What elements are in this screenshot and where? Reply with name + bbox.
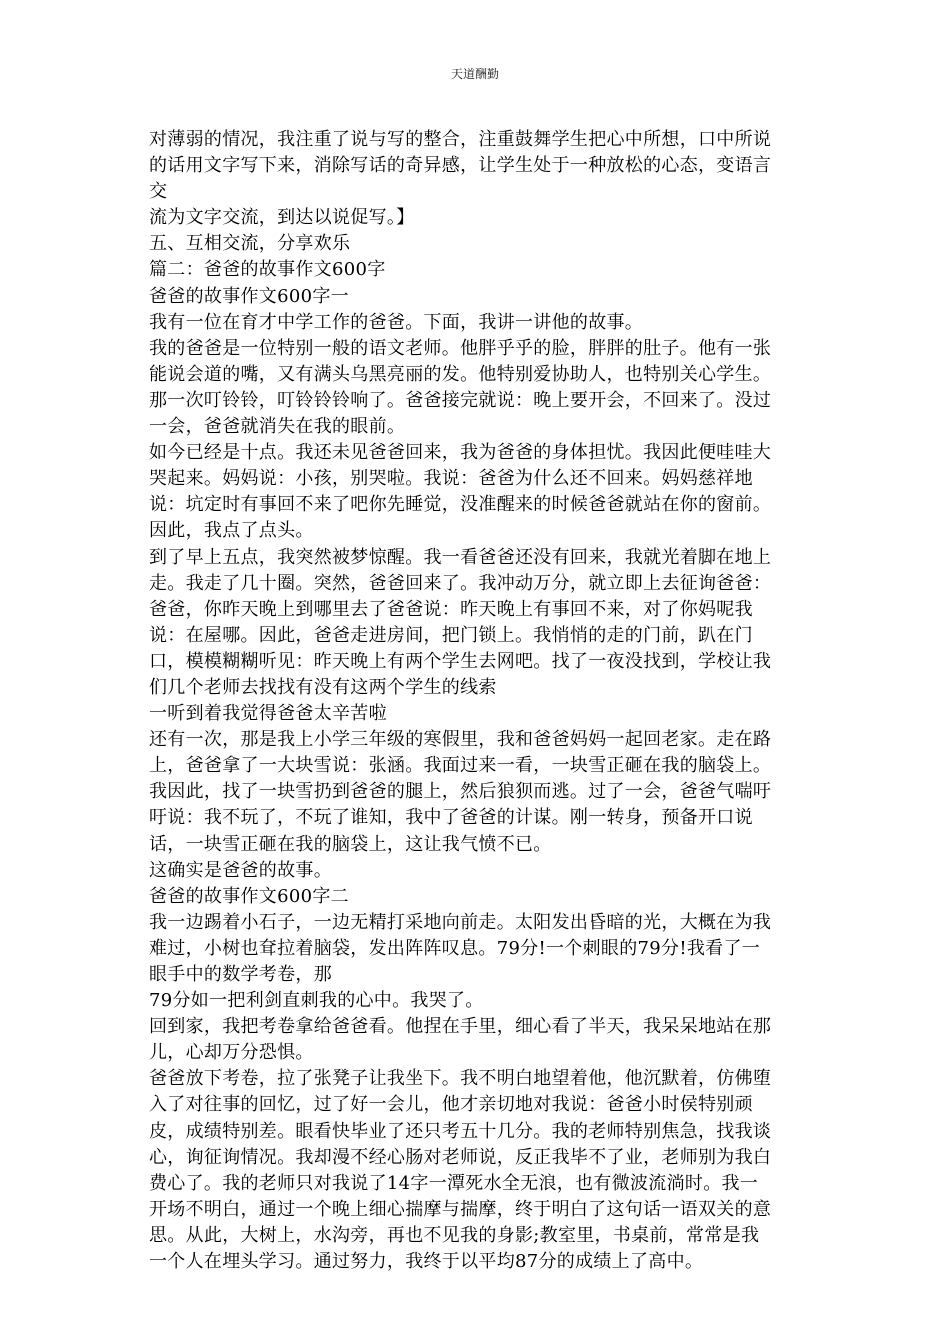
text-line: 因此，我点了点头。 (149, 520, 314, 542)
text-line: 难过，小树也耷拉着脑袋，发出阵阵叹息。79分!一个刺眼的79分!我看了一 (149, 937, 761, 959)
text-line: 一个人在埋头学习。通过努力，我终于以平均87分的成绩上了高中。 (149, 1251, 704, 1273)
text-line: 我的爸爸是一位特别一般的语文老师。他胖乎乎的脸，胖胖的肚子。他有一张 (149, 337, 772, 359)
text-line: 我有一位在育才中学工作的爸爸。下面，我讲一讲他的故事。 (149, 311, 644, 333)
text-line: 们几个老师去找找有没有这两个学生的线索 (149, 676, 497, 698)
text-line: 一会，爸爸就消失在我的眼前。 (149, 416, 406, 438)
text-line: 流为文字交流，到达以说促写。】 (149, 207, 415, 229)
text-line: 那一次叮铃铃，叮铃铃铃响了。爸爸接完就说：晚上要开会，不回来了。没过 (149, 389, 772, 411)
text-line: 上，爸爸拿了一大块雪说：张涵。我面过来一看，一块雪正砸在我的脑袋上。 (149, 755, 772, 777)
text-line: 说：在屋哪。因此，爸爸走进房间，把门锁上。我悄悄的走的门前，趴在门 (149, 624, 753, 646)
text-line: 心，询征询情况。我却漫不经心肠对老师说，反正我毕不了业，老师别为我白 (149, 1146, 772, 1168)
text-line: 79分如一把利剑直刺我的心中。我哭了。 (149, 990, 484, 1012)
text-line: 对薄弱的情况，我注重了说与写的整合，注重鼓舞学生把心中所想，口中所说 (149, 129, 772, 150)
text-line: 这确实是爸爸的故事。 (149, 859, 332, 881)
text-line: 吁说：我不玩了，不玩了谁知，我中了爸爸的计谋。刚一转身，预备开口说 (149, 807, 753, 829)
text-line: 说：坑定时有事回不来了吧你先睡觉，没准醒来的时候爸爸就站在你的窗前。 (149, 494, 772, 516)
text-line: 爸爸，你昨天晚上到哪里去了爸爸说：昨天晚上有事回不来，对了你妈呢我 (149, 598, 753, 620)
essay-title: 爸爸的故事作文600字一 (149, 285, 349, 307)
text-line: 话，一块雪正砸在我的脑袋上，这让我气愤不已。 (149, 833, 552, 855)
text-line: 能说会道的嘴，又有满头乌黑亮丽的发。他特别爱协助人，也特别关心学生。 (149, 363, 772, 385)
text-line: 回到家，我把考卷拿给爸爸看。他捏在手里，细心看了半天，我呆呆地站在那 (149, 1016, 772, 1038)
text-line: 的话用文字写下来，消除写话的奇异感，让学生处于一种放松的心态，变语言 (149, 155, 772, 177)
text-line: 口，模模糊糊听见：昨天晚上有两个学生去网吧。找了一夜没找到，学校让我 (149, 650, 772, 672)
text-line: 儿，心却万分恐惧。 (149, 1042, 314, 1064)
text-line: 到了早上五点，我突然被梦惊醒。我一看爸爸还没有回来，我就光着脚在地上 (149, 546, 772, 568)
text-line: 皮，成绩特别差。眼看快毕业了还只考五十几分。我的老师特别焦急，找我谈 (149, 1120, 772, 1142)
text-line: 一听到着我觉得爸爸太辛苦啦 (149, 703, 387, 725)
text-line: 还有一次，那是我上小学三年级的寒假里，我和爸爸妈妈一起回老家。走在路 (149, 729, 772, 751)
text-line: 我因此，找了一块雪扔到爸爸的腿上，然后狼狈而逃。过了一会，爸爸气喘吁 (149, 781, 772, 803)
text-line: 我一边踢着小石子，一边无精打采地向前走。太阳发出昏暗的光，大概在为我 (149, 911, 772, 933)
text-line: 眼手中的数学考卷，那 (149, 964, 332, 985)
text-line: 开场不明白，通过一个晚上细心揣摩与揣摩，终于明白了这句话一语双关的意 (149, 1198, 772, 1220)
text-line: 如今已经是十点。我还未见爸爸回来，我为爸爸的身体担忧。我因此便哇哇大 (149, 442, 772, 464)
essay-title: 爸爸的故事作文600字二 (149, 885, 349, 907)
text-line: 思。从此，大树上，水沟旁，再也不见我的身影;教室里，书桌前，常常是我 (149, 1224, 760, 1246)
section-heading: 五、互相交流，分享欢乐 (149, 233, 351, 255)
article-title: 篇二：爸爸的故事作文600字 (149, 259, 386, 281)
text-line: 走。我走了几十圈。突然，爸爸回来了。我冲动万分，就立即上去征询爸爸： (149, 572, 772, 594)
text-line: 哭起来。妈妈说：小孩，别哭啦。我说：爸爸为什么还不回来。妈妈慈祥地 (149, 468, 753, 490)
text-line: 交 (149, 181, 168, 203)
document-body (149, 127, 809, 1275)
page-header: 天道酬勤 (450, 67, 499, 81)
text-line: 费心了。我的老师只对我说了14字一潭死水全无浪，也有微波流淌时。我一 (149, 1172, 759, 1194)
text-line: 爸爸放下考卷，拉了张凳子让我坐下。我不明白地望着他，他沉默着，仿佛堕 (149, 1068, 772, 1090)
text-line: 入了对往事的回忆，过了好一会儿，他才亲切地对我说：爸爸小时侯特别顽 (149, 1094, 753, 1116)
